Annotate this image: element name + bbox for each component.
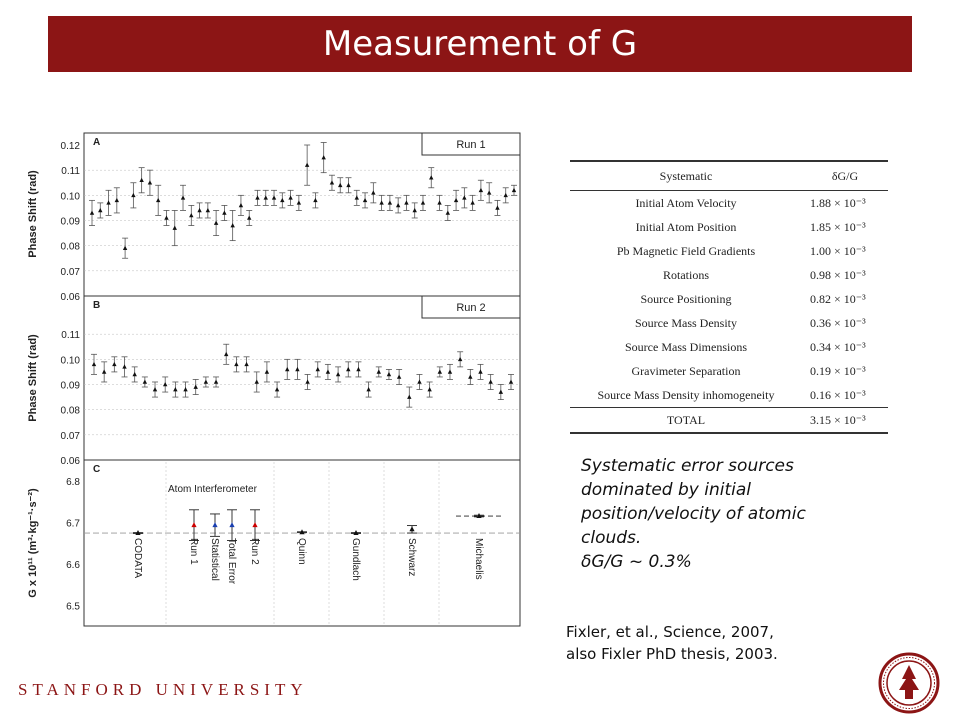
y-tick-label: 6.6 [66, 559, 80, 571]
data-point [224, 352, 228, 356]
y-tick-label: 0.07 [60, 266, 80, 278]
category-label: CODATA [132, 538, 143, 579]
data-point [421, 200, 425, 204]
systematic-value: 0.98 × 10⁻³ [810, 267, 866, 282]
data-point [356, 367, 360, 371]
data-point [230, 223, 234, 227]
systematic-value: 1.85 × 10⁻³ [810, 219, 866, 234]
systematic-value: 0.16 × 10⁻³ [810, 387, 866, 402]
category-label: Run 1 [188, 538, 199, 565]
data-point [478, 369, 482, 373]
y-tick-label: 0.11 [61, 330, 80, 342]
g-measurement-figure [27, 128, 524, 628]
systematic-name: Source Positioning [640, 291, 732, 306]
data-point [275, 387, 279, 391]
data-point [90, 210, 94, 214]
table-row [570, 383, 888, 408]
data-point [139, 178, 143, 182]
data-point [122, 364, 126, 368]
data-point [346, 183, 350, 187]
y-tick-label: 6.5 [66, 601, 80, 613]
systematics-table [570, 160, 888, 434]
summary-line: clouds. [581, 528, 642, 548]
y-tick-label: 0.08 [60, 405, 80, 417]
data-point [387, 372, 391, 376]
table-row [570, 215, 888, 239]
category-label: Statistical [209, 538, 220, 581]
data-point [156, 198, 160, 202]
y-tick-label: 0.06 [60, 456, 80, 467]
data-point [197, 208, 201, 212]
y-tick-label: 0.09 [60, 216, 80, 228]
data-point [148, 180, 152, 184]
y-tick-label: 6.7 [66, 518, 80, 530]
data-point [326, 369, 330, 373]
panel-letter: B [93, 300, 101, 311]
y-tick-label: 0.07 [60, 430, 80, 442]
table-row [570, 359, 888, 383]
y-tick-label: 0.06 [60, 292, 80, 303]
data-point [164, 215, 168, 219]
data-point [407, 395, 411, 399]
data-point [265, 369, 269, 373]
university-wordmark: STANFORD UNIVERSITY [18, 680, 308, 699]
data-point [316, 367, 320, 371]
data-point [397, 374, 401, 378]
data-point [214, 221, 218, 225]
y-tick-label: 0.12 [60, 141, 80, 152]
data-point [244, 362, 248, 366]
data-point [495, 205, 499, 209]
data-point [454, 198, 458, 202]
summary-line: position/velocity of atomic [581, 504, 806, 524]
data-point [470, 200, 474, 204]
summary-line: Systematic error sources [581, 456, 794, 476]
data-point [512, 188, 516, 192]
systematic-value: 1.00 × 10⁻³ [810, 243, 866, 258]
data-point [214, 379, 218, 383]
data-point [305, 163, 309, 167]
header-systematic: Systematic [570, 161, 802, 191]
data-point [458, 357, 462, 361]
slide-title: Measurement of G [48, 16, 912, 72]
data-point [252, 522, 257, 527]
data-point [295, 367, 299, 371]
data-point [404, 200, 408, 204]
table-row [570, 239, 888, 263]
y-axis-label: G x 10¹¹ (m³·kg⁻¹·s⁻²) [27, 488, 39, 598]
data-point [330, 180, 334, 184]
systematic-name: Source Mass Density inhomogeneity [597, 387, 775, 402]
annotation-label: Atom Interferometer [168, 484, 257, 495]
y-tick-label: 6.8 [66, 476, 80, 488]
systematic-value: 1.88 × 10⁻³ [810, 195, 866, 210]
y-tick-label: 0.08 [60, 241, 80, 253]
data-point [509, 379, 513, 383]
data-point [409, 526, 414, 531]
data-point [468, 374, 472, 378]
data-point [255, 195, 259, 199]
systematic-name: Source Mass Density [635, 315, 737, 330]
y-tick-label: 0.10 [60, 191, 80, 203]
data-point [379, 200, 383, 204]
data-point [153, 387, 157, 391]
data-point [92, 362, 96, 366]
table-row [570, 191, 888, 216]
data-point [366, 387, 370, 391]
systematic-name: Source Mass Dimensions [625, 339, 747, 354]
systematic-value: 3.15 × 10⁻³ [802, 408, 888, 434]
data-point [448, 369, 452, 373]
data-point [377, 369, 381, 373]
citation-line: also Fixler PhD thesis, 2003. [566, 645, 778, 663]
data-point [437, 200, 441, 204]
data-point [427, 387, 431, 391]
systematic-name: Pb Magnetic Field Gradients [616, 243, 756, 258]
y-tick-label: 0.10 [60, 355, 80, 367]
data-point [255, 379, 259, 383]
data-point [191, 522, 196, 527]
data-point [123, 246, 127, 250]
y-axis-label: Phase Shift (rad) [27, 170, 39, 258]
data-point [338, 183, 342, 187]
data-point [462, 195, 466, 199]
data-point [212, 522, 217, 527]
summary-line: dominated by initial [581, 480, 751, 500]
legend-label: Run 1 [456, 139, 486, 151]
table-row [570, 335, 888, 359]
data-point [438, 369, 442, 373]
data-point [183, 387, 187, 391]
data-point [371, 190, 375, 194]
systematic-name: Gravimeter Separation [631, 363, 741, 378]
data-point [173, 387, 177, 391]
data-point [288, 195, 292, 199]
table-header-row [570, 161, 888, 191]
data-point [229, 522, 234, 527]
header-dgg: δG/G [802, 161, 888, 191]
citation-line: Fixler, et al., Science, 2007, [566, 623, 774, 641]
data-point [239, 203, 243, 207]
systematic-value: 0.19 × 10⁻³ [810, 363, 866, 378]
systematic-value: 0.36 × 10⁻³ [810, 315, 866, 330]
panel-letter: A [93, 137, 101, 148]
table-row [570, 287, 888, 311]
data-point [98, 208, 102, 212]
data-point [413, 208, 417, 212]
data-point [504, 193, 508, 197]
data-point [206, 208, 210, 212]
data-point [280, 198, 284, 202]
data-point [106, 200, 110, 204]
data-point [115, 198, 119, 202]
data-point [305, 379, 309, 383]
data-point [285, 367, 289, 371]
systematic-name: Rotations [662, 267, 709, 282]
table-row [570, 263, 888, 287]
data-point [189, 213, 193, 217]
panel-frame [84, 133, 520, 296]
data-point [446, 210, 450, 214]
category-label: Quinn [296, 538, 307, 565]
data-point [388, 200, 392, 204]
panel-frame [84, 296, 520, 460]
summary-text [581, 454, 881, 574]
data-point [163, 382, 167, 386]
data-point [488, 379, 492, 383]
y-axis-label: Phase Shift (rad) [27, 334, 39, 422]
data-point [336, 372, 340, 376]
data-point [143, 379, 147, 383]
systematic-value: 0.34 × 10⁻³ [810, 339, 866, 354]
systematic-name: Initial Atom Velocity [635, 195, 737, 210]
data-point [487, 190, 491, 194]
systematic-value: 0.82 × 10⁻³ [810, 291, 866, 306]
data-point [313, 198, 317, 202]
category-label: Michaelis [473, 538, 484, 580]
data-point [102, 369, 106, 373]
data-point [234, 362, 238, 366]
data-point [346, 367, 350, 371]
data-point [194, 385, 198, 389]
data-point [396, 203, 400, 207]
data-point [181, 195, 185, 199]
category-label: Gundlach [350, 538, 361, 581]
data-point [222, 210, 226, 214]
y-tick-label: 0.11 [61, 166, 80, 178]
data-point [417, 379, 421, 383]
systematic-name: Initial Atom Position [635, 219, 737, 234]
y-tick-label: 0.09 [60, 380, 80, 392]
data-point [297, 200, 301, 204]
category-label: Run 2 [249, 538, 260, 565]
summary-line: δG/G ~ 0.3% [581, 552, 692, 572]
data-point [131, 193, 135, 197]
data-point [321, 155, 325, 159]
systematic-name: TOTAL [570, 408, 802, 434]
legend-label: Run 2 [456, 302, 486, 314]
data-point [204, 379, 208, 383]
data-point [247, 215, 251, 219]
category-label: Total Error [226, 538, 237, 585]
data-point [112, 362, 116, 366]
data-point [429, 175, 433, 179]
data-point [272, 195, 276, 199]
data-point [355, 195, 359, 199]
data-point [173, 226, 177, 230]
citation-text [566, 621, 778, 665]
panel-letter: C [93, 464, 101, 475]
table-row [570, 311, 888, 335]
data-point [479, 188, 483, 192]
stanford-seal-icon [878, 652, 940, 714]
category-label: Schwarz [406, 538, 417, 577]
data-point [499, 390, 503, 394]
table-row [570, 408, 888, 434]
data-point [264, 195, 268, 199]
data-point [363, 198, 367, 202]
data-point [132, 372, 136, 376]
